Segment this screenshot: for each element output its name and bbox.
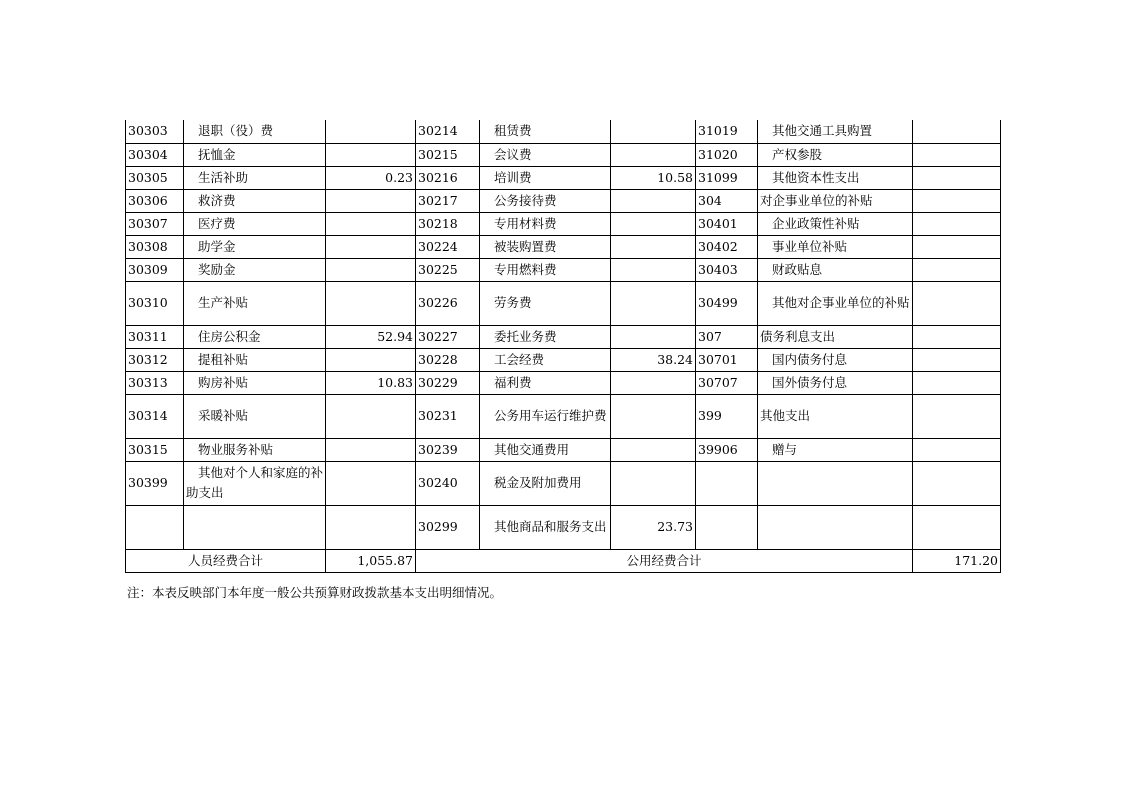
code-cell [696, 461, 758, 505]
item-name-cell: 住房公积金 [184, 325, 326, 348]
amount-cell [611, 212, 696, 235]
item-name-cell: 税金及附加费用 [480, 461, 611, 505]
personnel-total-value: 1,055.87 [326, 549, 416, 572]
item-name-cell: 其他资本性支出 [758, 166, 913, 189]
code-cell: 30299 [416, 505, 480, 549]
table-footnote: 注：本表反映部门本年度一般公共预算财政拨款基本支出明细情况。 [127, 585, 503, 600]
item-name-cell: 其他交通费用 [480, 438, 611, 461]
amount-cell [326, 258, 416, 281]
code-cell: 30239 [416, 438, 480, 461]
item-name-cell: 事业单位补贴 [758, 235, 913, 258]
amount-cell [611, 120, 696, 143]
item-name-cell: 公务用车运行维护费 [480, 394, 611, 438]
table-row [126, 371, 1001, 394]
item-name-cell: 采暖补贴 [184, 394, 326, 438]
code-cell: 399 [696, 394, 758, 438]
item-name-cell: 产权参股 [758, 143, 913, 166]
code-cell: 30310 [126, 281, 184, 325]
totals-row [126, 549, 1001, 572]
item-name-cell: 企业政策性补贴 [758, 212, 913, 235]
public-total-value: 171.20 [913, 549, 1001, 572]
table-row [126, 189, 1001, 212]
code-cell: 30315 [126, 438, 184, 461]
amount-cell: 23.73 [611, 505, 696, 549]
table-row [126, 166, 1001, 189]
amount-cell [913, 166, 1001, 189]
amount-cell [913, 325, 1001, 348]
code-cell: 307 [696, 325, 758, 348]
code-cell: 30303 [126, 120, 184, 143]
table-row [126, 120, 1001, 143]
amount-cell [611, 371, 696, 394]
amount-cell [326, 281, 416, 325]
amount-cell: 10.83 [326, 371, 416, 394]
table-row [126, 235, 1001, 258]
item-name-cell: 专用材料费 [480, 212, 611, 235]
item-name-cell: 抚恤金 [184, 143, 326, 166]
code-cell: 30229 [416, 371, 480, 394]
code-cell: 30307 [126, 212, 184, 235]
code-cell: 30227 [416, 325, 480, 348]
code-cell: 30216 [416, 166, 480, 189]
amount-cell [913, 258, 1001, 281]
code-cell: 304 [696, 189, 758, 212]
item-name-cell: 培训费 [480, 166, 611, 189]
table-row [126, 438, 1001, 461]
code-cell: 30309 [126, 258, 184, 281]
amount-cell [913, 235, 1001, 258]
amount-cell [913, 143, 1001, 166]
item-name-cell: 其他交通工具购置 [758, 120, 913, 143]
code-cell [126, 505, 184, 549]
amount-cell [611, 438, 696, 461]
amount-cell [326, 348, 416, 371]
amount-cell [913, 371, 1001, 394]
amount-cell [611, 461, 696, 505]
amount-cell [326, 212, 416, 235]
item-name-cell: 奖励金 [184, 258, 326, 281]
amount-cell [326, 438, 416, 461]
table-row [126, 281, 1001, 325]
code-cell: 30231 [416, 394, 480, 438]
item-name-cell: 赠与 [758, 438, 913, 461]
code-cell: 30217 [416, 189, 480, 212]
code-cell: 30402 [696, 235, 758, 258]
code-cell: 30313 [126, 371, 184, 394]
amount-cell: 0.23 [326, 166, 416, 189]
item-name-cell: 救济费 [184, 189, 326, 212]
amount-cell [913, 348, 1001, 371]
item-name-cell: 债务利息支出 [758, 325, 913, 348]
code-cell: 30314 [126, 394, 184, 438]
item-name-cell: 生产补贴 [184, 281, 326, 325]
table-row [126, 394, 1001, 438]
item-name-cell: 财政贴息 [758, 258, 913, 281]
amount-cell [913, 505, 1001, 549]
item-name-cell: 租赁费 [480, 120, 611, 143]
code-cell: 30215 [416, 143, 480, 166]
code-cell: 30701 [696, 348, 758, 371]
table-row [126, 143, 1001, 166]
code-cell: 31020 [696, 143, 758, 166]
amount-cell [326, 235, 416, 258]
amount-cell [913, 281, 1001, 325]
amount-cell [913, 394, 1001, 438]
code-cell: 31099 [696, 166, 758, 189]
amount-cell [326, 143, 416, 166]
code-cell: 30311 [126, 325, 184, 348]
code-cell: 30225 [416, 258, 480, 281]
item-name-cell: 其他商品和服务支出 [480, 505, 611, 549]
item-name-cell: 委托业务费 [480, 325, 611, 348]
table-row [126, 505, 1001, 549]
item-name-cell: 退职（役）费 [184, 120, 326, 143]
code-cell: 30305 [126, 166, 184, 189]
table-row [126, 348, 1001, 371]
item-name-cell: 工会经费 [480, 348, 611, 371]
item-name-cell: 助学金 [184, 235, 326, 258]
code-cell: 30240 [416, 461, 480, 505]
code-cell: 30214 [416, 120, 480, 143]
code-cell: 30304 [126, 143, 184, 166]
item-name-cell: 对企事业单位的补贴 [758, 189, 913, 212]
code-cell: 30226 [416, 281, 480, 325]
item-name-cell: 其他支出 [758, 394, 913, 438]
code-cell: 30218 [416, 212, 480, 235]
code-cell: 30499 [696, 281, 758, 325]
code-cell [696, 505, 758, 549]
amount-cell [611, 325, 696, 348]
item-name-cell: 公务接待费 [480, 189, 611, 212]
amount-cell [326, 461, 416, 505]
amount-cell: 38.24 [611, 348, 696, 371]
item-name-cell: 物业服务补贴 [184, 438, 326, 461]
amount-cell [913, 189, 1001, 212]
code-cell: 30308 [126, 235, 184, 258]
item-name-cell: 专用燃料费 [480, 258, 611, 281]
item-name-cell: 会议费 [480, 143, 611, 166]
amount-cell [913, 120, 1001, 143]
amount-cell [913, 461, 1001, 505]
item-name-cell: 医疗费 [184, 212, 326, 235]
amount-cell [326, 505, 416, 549]
amount-cell [611, 235, 696, 258]
amount-cell: 52.94 [326, 325, 416, 348]
amount-cell [326, 189, 416, 212]
item-name-cell: 其他对企事业单位的补贴 [758, 281, 913, 325]
table-row [126, 461, 1001, 505]
table-row [126, 258, 1001, 281]
code-cell: 30707 [696, 371, 758, 394]
amount-cell [913, 438, 1001, 461]
amount-cell [611, 189, 696, 212]
item-name-cell: 提租补贴 [184, 348, 326, 371]
amount-cell [611, 281, 696, 325]
expenditure-detail-table [125, 120, 1001, 573]
amount-cell [326, 120, 416, 143]
amount-cell [913, 212, 1001, 235]
code-cell: 31019 [696, 120, 758, 143]
amount-cell [611, 394, 696, 438]
personnel-total-label: 人员经费合计 [126, 549, 326, 572]
code-cell: 30401 [696, 212, 758, 235]
amount-cell [611, 143, 696, 166]
item-name-cell [758, 505, 913, 549]
code-cell: 30403 [696, 258, 758, 281]
item-name-cell: 生活补助 [184, 166, 326, 189]
item-name-cell: 福利费 [480, 371, 611, 394]
item-name-cell [758, 461, 913, 505]
item-name-cell [184, 505, 326, 549]
item-name-cell: 国外债务付息 [758, 371, 913, 394]
public-total-label: 公用经费合计 [416, 549, 913, 572]
amount-cell [326, 394, 416, 438]
item-name-cell: 被装购置费 [480, 235, 611, 258]
code-cell: 30312 [126, 348, 184, 371]
code-cell: 30306 [126, 189, 184, 212]
code-cell: 30228 [416, 348, 480, 371]
amount-cell [611, 258, 696, 281]
code-cell: 39906 [696, 438, 758, 461]
table-row [126, 212, 1001, 235]
item-name-cell: 劳务费 [480, 281, 611, 325]
item-name-cell: 购房补贴 [184, 371, 326, 394]
code-cell: 30399 [126, 461, 184, 505]
table-row [126, 325, 1001, 348]
item-name-cell: 其他对个人和家庭的补助支出 [184, 461, 326, 505]
amount-cell: 10.58 [611, 166, 696, 189]
code-cell: 30224 [416, 235, 480, 258]
item-name-cell: 国内债务付息 [758, 348, 913, 371]
